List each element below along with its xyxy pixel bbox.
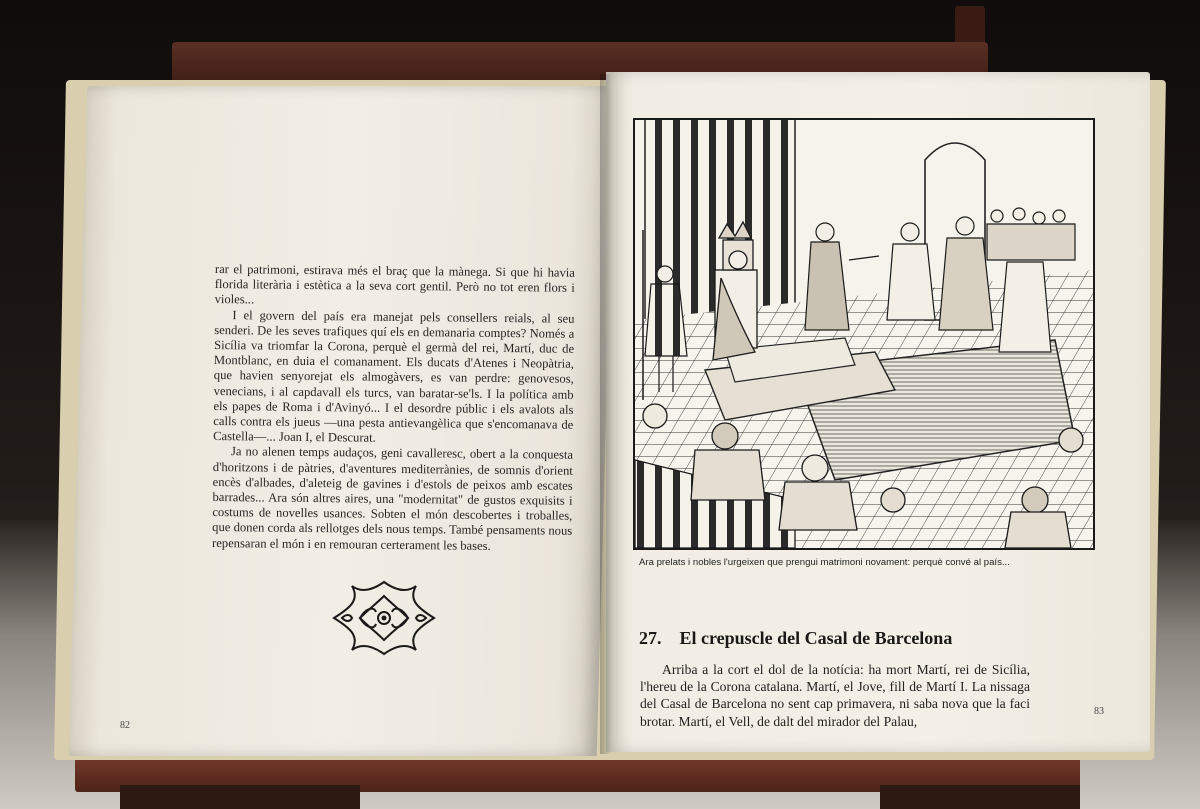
illustration-royal-court bbox=[633, 118, 1095, 550]
illustration-caption: Ara prelats i nobles l'urgeixen que prengui matrimoni novament: perquè convé al país... bbox=[639, 557, 1010, 568]
chapter-heading bbox=[639, 628, 1099, 649]
book-stand-foot-right bbox=[880, 785, 1080, 809]
left-page-text bbox=[212, 262, 575, 555]
right-page-text bbox=[640, 661, 1030, 730]
book-stand-foot-left bbox=[120, 785, 360, 809]
left-page-number: 82 bbox=[120, 720, 130, 731]
chapter-title: El crepuscle del Casal de Barcelona bbox=[679, 628, 953, 648]
ornament-flourish bbox=[330, 578, 438, 658]
left-paragraph-2: I el govern del país era manejat pels consellers reials, al seu senderi. De les seves trafiques quí els en demanaria comptes? Només a Sicília va triomfar la Corona, perquè el germà del rei, Martí, duc de Montblanc, en duia el comanament. Els ducats d'Atenes i Neopàtria, que havien senyorejat els almogàvers, es van perdre: genovesos, venecians, i al capdavall els turcs, van baratar-se'ls. I la política amb els papes de Roma i d'Avinyó... I el desordre públic i els avalots als calls contra els jueus —una pesta antievangèlica que s'encomanava de Castella—... Joan I, el Descurat. bbox=[213, 307, 575, 445]
chapter-number: 27. bbox=[639, 628, 662, 648]
right-page-number: 83 bbox=[1094, 706, 1104, 717]
right-paragraph-1: Arriba a la cort el dol de la notícia: ha mort Martí, rei de Sicília, l'hereu de la Corona catalana. Martí, el Jove, fill de Martí I. La nissaga del Casal de Barcelona no sent cap primavera, ni saba nova que la faci brotar. Martí, el Vell, de dalt del mirador del Palau, bbox=[640, 662, 1030, 729]
left-paragraph-3: Ja no alenen temps audaços, geni cavalleresc, obert a la conquesta d'horitzons i de pàtries, d'aventures mediterrànies, de somnis d'orient encès d'albades, d'aleteig de gavines i d'estols de peixos amb escates barrades... Ara són altres aires, una "modernitat" de gustos exquisits i costums de novelles usances. Sobten el món descobertes i troballes, que donen corda als rellotges dels nous temps. També pensaments nous repensaran el món i en remouran certerament les bases. bbox=[211, 444, 574, 553]
book-gutter bbox=[600, 74, 612, 754]
left-paragraph-1: rar el patrimoni, estirava més el braç que la mànega. Si que hi havia florida literària i estètica a la seva cort gentil. Però no tot eren flors i violes... bbox=[214, 262, 575, 307]
